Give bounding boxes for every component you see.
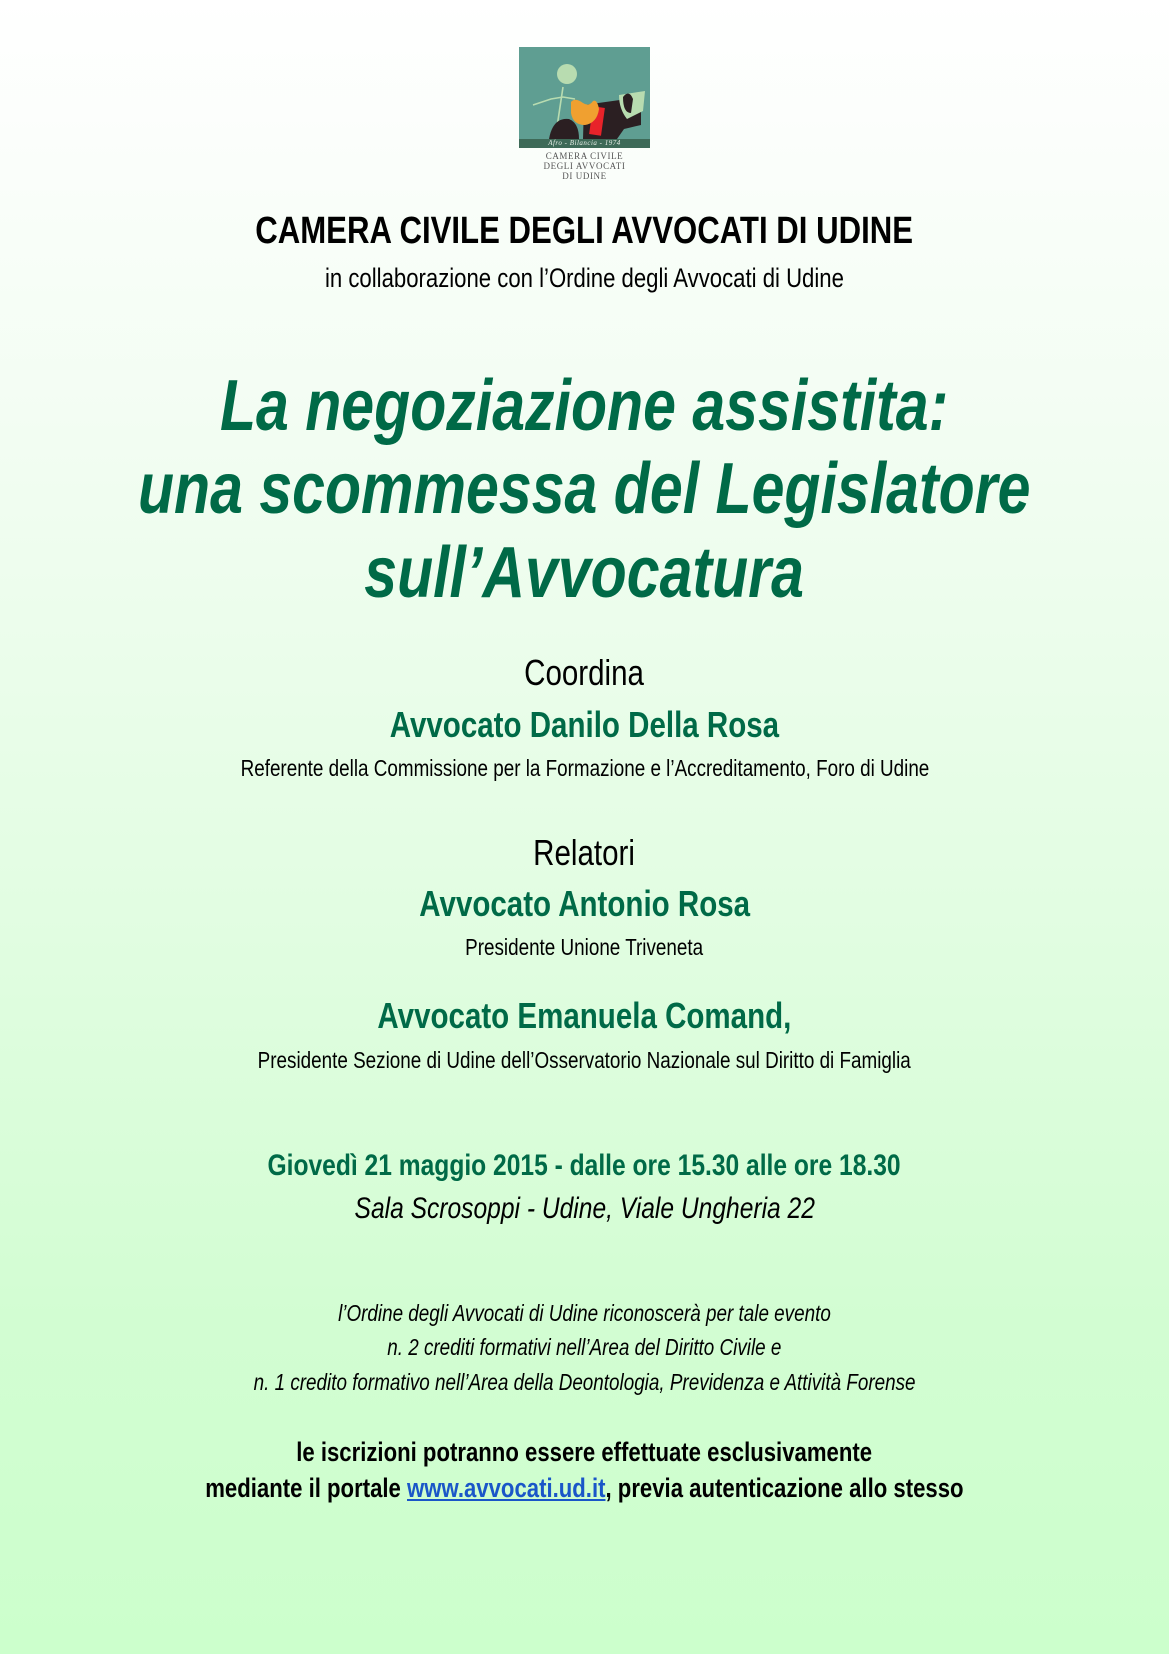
logo-text xyxy=(519,151,650,181)
speakers-label xyxy=(0,832,1169,874)
event-title-text: una scommessa del Legislatore xyxy=(138,449,1031,529)
coordinator-name xyxy=(0,704,1169,746)
coordinator-label xyxy=(0,652,1169,694)
credits-line xyxy=(0,1300,1169,1327)
portal-link[interactable]: www.avvocati.ud.it xyxy=(407,1473,606,1503)
painting-caption: Afro - Bilancia - 1974 xyxy=(519,139,650,148)
credits-line xyxy=(0,1334,1169,1361)
collaboration-text: in collaborazione con l’Ordine degli Avvocati di Udine xyxy=(325,263,844,293)
logo-text-line: CAMERA CIVILE xyxy=(545,151,624,161)
event-venue xyxy=(0,1192,1169,1226)
logo xyxy=(519,47,650,181)
event-title-line-3 xyxy=(0,532,1169,614)
coordinator-role-text: Referente della Commissione per la Formazione e l’Accreditamento, Foro di Udine xyxy=(240,755,929,781)
coordinator-label-text: Coordina xyxy=(524,652,645,693)
credits-text: l’Ordine degli Avvocati di Udine riconoscerà per tale evento xyxy=(338,1300,831,1326)
speaker-name xyxy=(0,995,1169,1037)
event-title-line-2 xyxy=(0,448,1169,530)
coordinator-role xyxy=(0,755,1169,782)
event-date-time-text: Giovedì 21 maggio 2015 - dalle ore 15.30 alle ore 18.30 xyxy=(267,1149,902,1182)
registration-prefix: mediante il portale xyxy=(205,1473,408,1503)
speaker-name-text: Avvocato Emanuela Comand, xyxy=(377,995,792,1036)
organization-title-text: CAMERA CIVILE DEGLI AVVOCATI DI UDINE xyxy=(255,210,914,252)
coordinator-name-text: Avvocato Danilo Della Rosa xyxy=(389,704,780,745)
credits-line xyxy=(0,1369,1169,1396)
registration-line-1 xyxy=(0,1437,1169,1468)
speakers-label-text: Relatori xyxy=(533,832,636,873)
event-title-text: sull’Avvocatura xyxy=(364,533,805,613)
logo-painting-image xyxy=(519,47,650,148)
abstract-painting-icon xyxy=(519,47,650,139)
event-venue-text: Sala Scrosoppi - Udine, Viale Ungheria 22 xyxy=(354,1192,815,1225)
speaker-role xyxy=(0,934,1169,961)
credits-text: n. 2 crediti formativi nell’Area del Diritto Civile e xyxy=(387,1334,782,1360)
speaker-name xyxy=(0,883,1169,925)
organization-title xyxy=(0,210,1169,253)
speaker-role xyxy=(0,1047,1169,1074)
logo-text-line: DI UDINE xyxy=(562,171,607,181)
registration-text: le iscrizioni potranno essere effettuate esclusivamente xyxy=(296,1437,873,1467)
speaker-role-text: Presidente Unione Triveneta xyxy=(465,934,704,960)
speaker-role-text: Presidente Sezione di Udine dell’Osservatorio Nazionale sul Diritto di Famiglia xyxy=(257,1047,912,1073)
event-date-time xyxy=(0,1149,1169,1183)
logo-text-line: DEGLI AVVOCATI xyxy=(543,161,626,171)
credits-text: n. 1 credito formativo nell’Area della Deontologia, Previdenza e Attività Forense xyxy=(253,1369,916,1395)
registration-line-2 xyxy=(0,1473,1169,1504)
speaker-name-text: Avvocato Antonio Rosa xyxy=(419,883,750,924)
event-title-text: La negoziazione assistita: xyxy=(220,366,949,446)
event-title-line-1 xyxy=(0,365,1169,447)
collaboration-subtitle xyxy=(0,263,1169,294)
registration-text xyxy=(205,1473,963,1504)
registration-suffix: , previa autenticazione allo stesso xyxy=(605,1473,964,1503)
